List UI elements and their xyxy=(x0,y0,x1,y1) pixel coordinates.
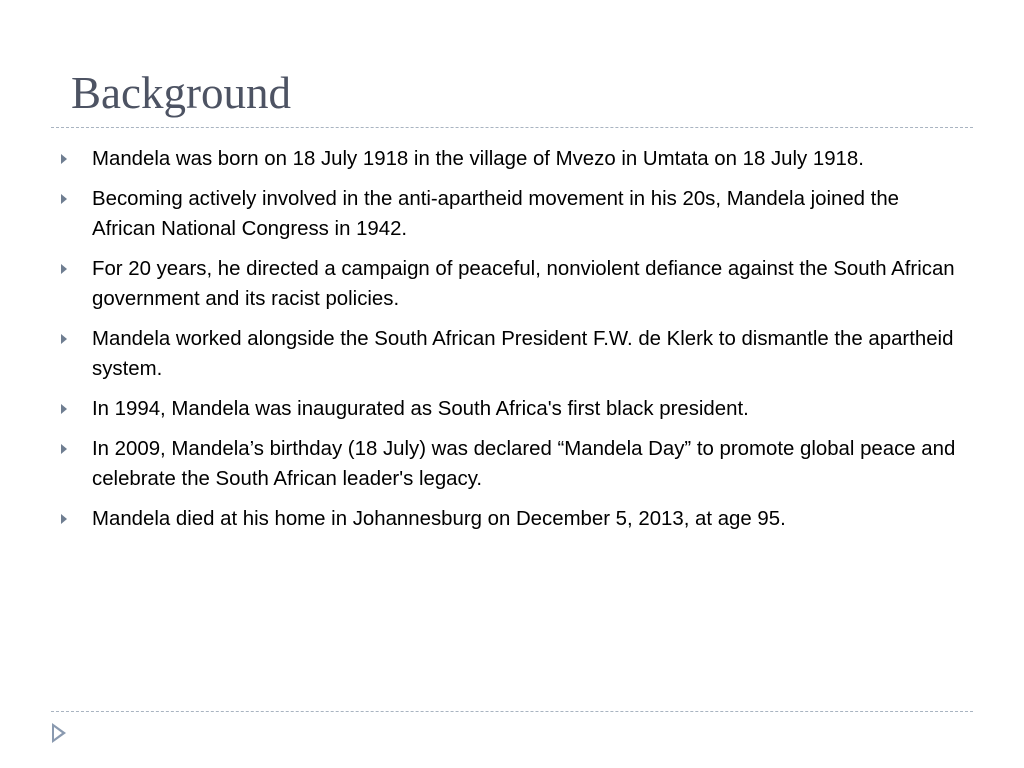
bullet-arrow-icon xyxy=(61,264,67,274)
bullet-text: In 2009, Mandela’s birthday (18 July) was declared “Mandela Day” to promote global peace and celebrate the South African leader's legacy. xyxy=(92,438,956,490)
bullet-item xyxy=(61,144,965,174)
slide-title: Background xyxy=(71,68,291,118)
next-slide-arrow-icon[interactable] xyxy=(52,723,66,743)
bullet-text: Mandela was born on 18 July 1918 in the village of Mvezo in Umtata on 18 July 1918. xyxy=(92,148,864,170)
bullet-text: In 1994, Mandela was inaugurated as South Africa's first black president. xyxy=(92,398,749,420)
bullet-list xyxy=(61,144,965,544)
bullet-item xyxy=(61,184,965,244)
bullet-arrow-icon xyxy=(61,514,67,524)
bullet-item xyxy=(61,254,965,314)
bullet-text: For 20 years, he directed a campaign of peaceful, nonviolent defiance against the South African government and its racist policies. xyxy=(92,258,955,310)
bullet-item xyxy=(61,504,965,534)
bullet-arrow-icon xyxy=(61,154,67,164)
bullet-arrow-icon xyxy=(61,444,67,454)
bullet-item xyxy=(61,434,965,494)
bullet-arrow-icon xyxy=(61,194,67,204)
bullet-arrow-icon xyxy=(61,404,67,414)
bullet-item xyxy=(61,324,965,384)
bullet-text: Becoming actively involved in the anti-apartheid movement in his 20s, Mandela joined the African National Congress in 1942. xyxy=(92,188,900,240)
bullet-text: Mandela worked alongside the South African President F.W. de Klerk to dismantle the apartheid system. xyxy=(92,328,954,380)
title-divider xyxy=(51,127,973,128)
next-slide-arrow-inner xyxy=(54,727,62,739)
bullet-arrow-icon xyxy=(61,334,67,344)
bullet-item xyxy=(61,394,965,424)
footer-divider xyxy=(51,711,973,712)
bullet-text: Mandela died at his home in Johannesburg on December 5, 2013, at age 95. xyxy=(92,508,786,530)
